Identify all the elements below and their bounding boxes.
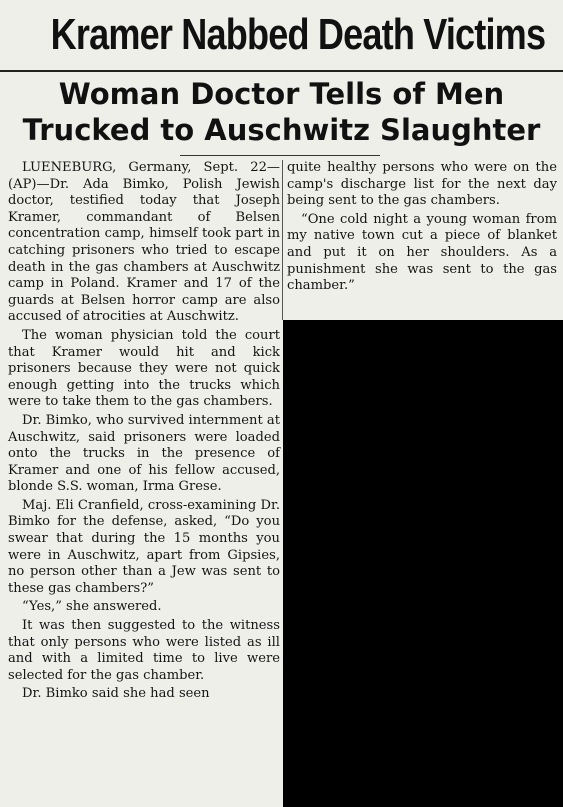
headline: Kramer Nabbed Death Victims <box>50 10 546 59</box>
paragraph: “One cold night a young woman from my native town cut a piece of blanket and put it on her shoulders. As a punishment she was sent to the gas chamber.” <box>287 211 557 294</box>
paragraph: LUENEBURG, Germany, Sept. 22—(AP)—Dr. Ada Bimko, Polish Jewish doctor, testified today that Joseph Kramer, commandant of Belsen concentration camp, himself took part in catching prisoners who tried to escape death in the gas chambers at Auschwitz camp in Poland. Kramer and 17 of the guards at Belsen horror camp are also accused of atrocities at Auschwitz. <box>8 160 280 325</box>
paragraph: It was then suggested to the witness that only persons who were listed as ill and with a limited time to live were selected for the gas chamber. <box>8 618 280 683</box>
paragraph: quite healthy persons who were on the camp's discharge list for the next day being sent to the gas chambers. <box>287 160 557 209</box>
headline-rule <box>0 70 563 72</box>
paragraph: Maj. Eli Cranfield, cross-examining Dr. Bimko for the defense, asked, “Do you swear that during the 15 months you were in Auschwitz, apart from Gipsies, no person other than a Jew was sent to these gas chambers?” <box>8 497 280 596</box>
paragraph: The woman physician told the court that Kramer would hit and kick prisoners because they were not quick enough getting into the trucks which were to take them to the gas chambers. <box>8 327 280 410</box>
blank-black-area <box>283 320 563 807</box>
subheadline <box>0 76 563 148</box>
subheadline-rule <box>180 155 380 156</box>
paragraph: “Yes,” she answered. <box>22 599 162 615</box>
subheadline-line-1: Woman Doctor Tells of Men <box>58 77 505 111</box>
paragraph: Dr. Bimko said she had seen <box>22 686 210 702</box>
article-column-2 <box>287 160 557 297</box>
paragraph: Dr. Bimko, who survived internment at Auschwitz, said prisoners were loaded onto the trucks in the presence of Kramer and one of his fellow accused, blonde S.S. woman, Irma Grese. <box>8 412 280 495</box>
article-column-1 <box>8 160 280 705</box>
subheadline-line-2: Trucked to Auschwitz Slaughter <box>22 113 541 147</box>
column-divider <box>282 160 283 320</box>
